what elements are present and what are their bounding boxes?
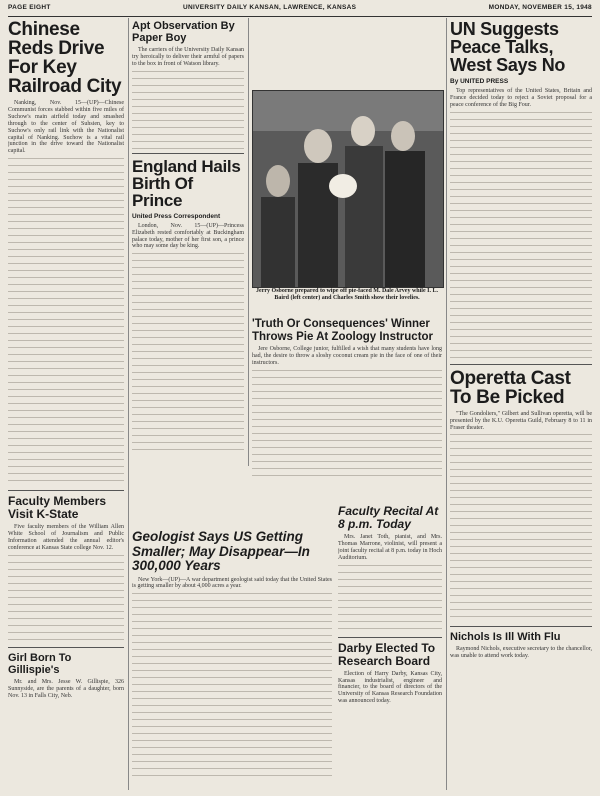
article-body — [338, 671, 442, 706]
paragraph: London, Nov. 15—(UP)—Princess Elizabeth rested comfortably at Buckingham palace today, mother of her first son, a prince who may some day be king. — [132, 222, 244, 250]
column-2 — [132, 20, 244, 460]
byline: By UNITED PRESS — [450, 78, 509, 85]
paragraph: Mrs. Janet Toth, pianist, and Mrs. Thomas Marrone, violinist, will present a joint faculty recital at 8 p.m. today in Hoch Auditorium. — [338, 534, 442, 561]
headline-england-prince: England Hails Birth Of Prince — [132, 156, 241, 210]
photo-image — [253, 91, 443, 287]
article-body — [132, 47, 244, 68]
center-story — [252, 318, 442, 503]
article-body — [450, 88, 592, 109]
article-body — [450, 646, 592, 660]
article-body — [252, 346, 442, 367]
divider — [8, 490, 124, 491]
paper-name: UNIVERSITY DAILY KANSAN, LAWRENCE, KANSAS — [182, 4, 357, 11]
filler-text — [8, 156, 124, 486]
headline-nichols: Nichols Is Ill With Flu — [450, 631, 561, 644]
article-body — [8, 100, 124, 155]
paragraph: Top representatives of the United States, Britain and France decided today to reject a Soviet proposal for a peace conference of the Big Four. — [450, 88, 592, 108]
divider — [8, 647, 124, 648]
article-body — [450, 411, 592, 432]
column-3b — [338, 505, 442, 790]
divider — [338, 637, 442, 638]
column-1 — [8, 20, 124, 790]
geologist-story — [132, 530, 332, 790]
headline-darby: Darby Elected To Research Board — [338, 640, 436, 668]
filler-text — [8, 553, 124, 643]
headline-pie: 'Truth Or Consequences' Winner Throws Pie At Zoology Instructor — [252, 318, 434, 343]
headline-recital: Faculty Recital At 8 p.m. Today — [338, 505, 439, 531]
photo-caption: Jerry Osborne prepared to wipe off pie-faced M. Dale Arvey while I. L. Baird (left center) and Charles Smith show their lovelies. — [256, 288, 438, 301]
paragraph: Mr. and Mrs. Jesse W. Gillispie, 326 Sunnyside, are the parents of a daughter, born Nov. 13 in Falls City, Neb. — [8, 678, 124, 699]
article-body — [338, 534, 442, 562]
filler-text — [450, 432, 592, 622]
news-photo — [252, 90, 444, 288]
filler-text — [132, 251, 244, 451]
article-body — [8, 524, 124, 552]
paragraph: "The Gondoliers," Gilbert and Sullivan operetta, will be presented by the K.U. Operetta Guild, February 8 to 11 in Fraser theater. — [450, 410, 592, 431]
headline-faculty-visit: Faculty Members Visit K-State — [8, 494, 107, 522]
article-body — [132, 577, 332, 591]
filler-text — [132, 591, 332, 781]
masthead — [8, 4, 592, 14]
paragraph: New York—(UP)—A war department geologist said today that the United States is getting smaller by about 4,000 acres a year. — [132, 576, 332, 590]
headline-un: UN Suggests Peace Talks, West Says No — [450, 20, 566, 75]
headline-gillispie: Girl Born To Gillispie's — [8, 651, 72, 676]
paragraph: Jere Osborne, College junior, fulfilled a wish that many students have long had, the desire to throw a sloshy coconut cream pie in the face of one of their instructors. — [252, 346, 442, 366]
divider — [450, 626, 592, 627]
column-4 — [450, 20, 592, 790]
headline-operetta: Operetta Cast To Be Picked — [450, 367, 571, 408]
headline-paper-boy: Apt Observation By Paper Boy — [132, 20, 235, 44]
page-number: PAGE EIGHT — [8, 4, 51, 11]
article-body — [8, 679, 124, 700]
paragraph: Nanking, Nov. 15—(UP)—Chinese Communist forces stabbed within five miles of Suchow's main airfield today and smashed through to the center of Suhsien, key to Suchow's only rail link with the Nationalist capital of Nanking. Suchow is a vital rail junction in the drive toward the Nationalist capital. — [8, 100, 124, 155]
filler-text — [450, 110, 592, 360]
paragraph: Election of Harry Darby, Kansas City, Kansas industrialist, engineer and financier, to the board of directors of the University of Kansas Research Foundation was announced today. — [338, 670, 442, 705]
divider — [450, 364, 592, 365]
filler-text — [252, 368, 442, 478]
article-body — [132, 223, 244, 251]
paragraph: The carriers of the University Daily Kansan try heroically to deliver their armful of papers to the box in front of Watson library. — [132, 47, 244, 67]
headline-geologist: Geologist Says US Getting Smaller; May Disappear—In 300,000 Years — [132, 530, 310, 573]
headline-chinese-reds: Chinese Reds Drive For Key Railroad City — [8, 20, 122, 97]
issue-date: MONDAY, NOVEMBER 15, 1948 — [488, 4, 592, 11]
column-divider — [128, 18, 129, 790]
byline: United Press Correspondent — [132, 212, 221, 220]
column-divider — [446, 18, 447, 790]
paragraph: Raymond Nichols, executive secretary to the chancellor, was unable to attend work today. — [450, 646, 592, 660]
filler-text — [338, 563, 442, 633]
column-divider — [248, 18, 249, 466]
masthead-rule — [8, 16, 592, 17]
filler-text — [132, 69, 244, 149]
divider — [132, 153, 244, 154]
paragraph: Five faculty members of the William Allen White School of Journalism and Public Information attended the annual editor's conference at Kansas State college Nov. 12. — [8, 524, 124, 551]
